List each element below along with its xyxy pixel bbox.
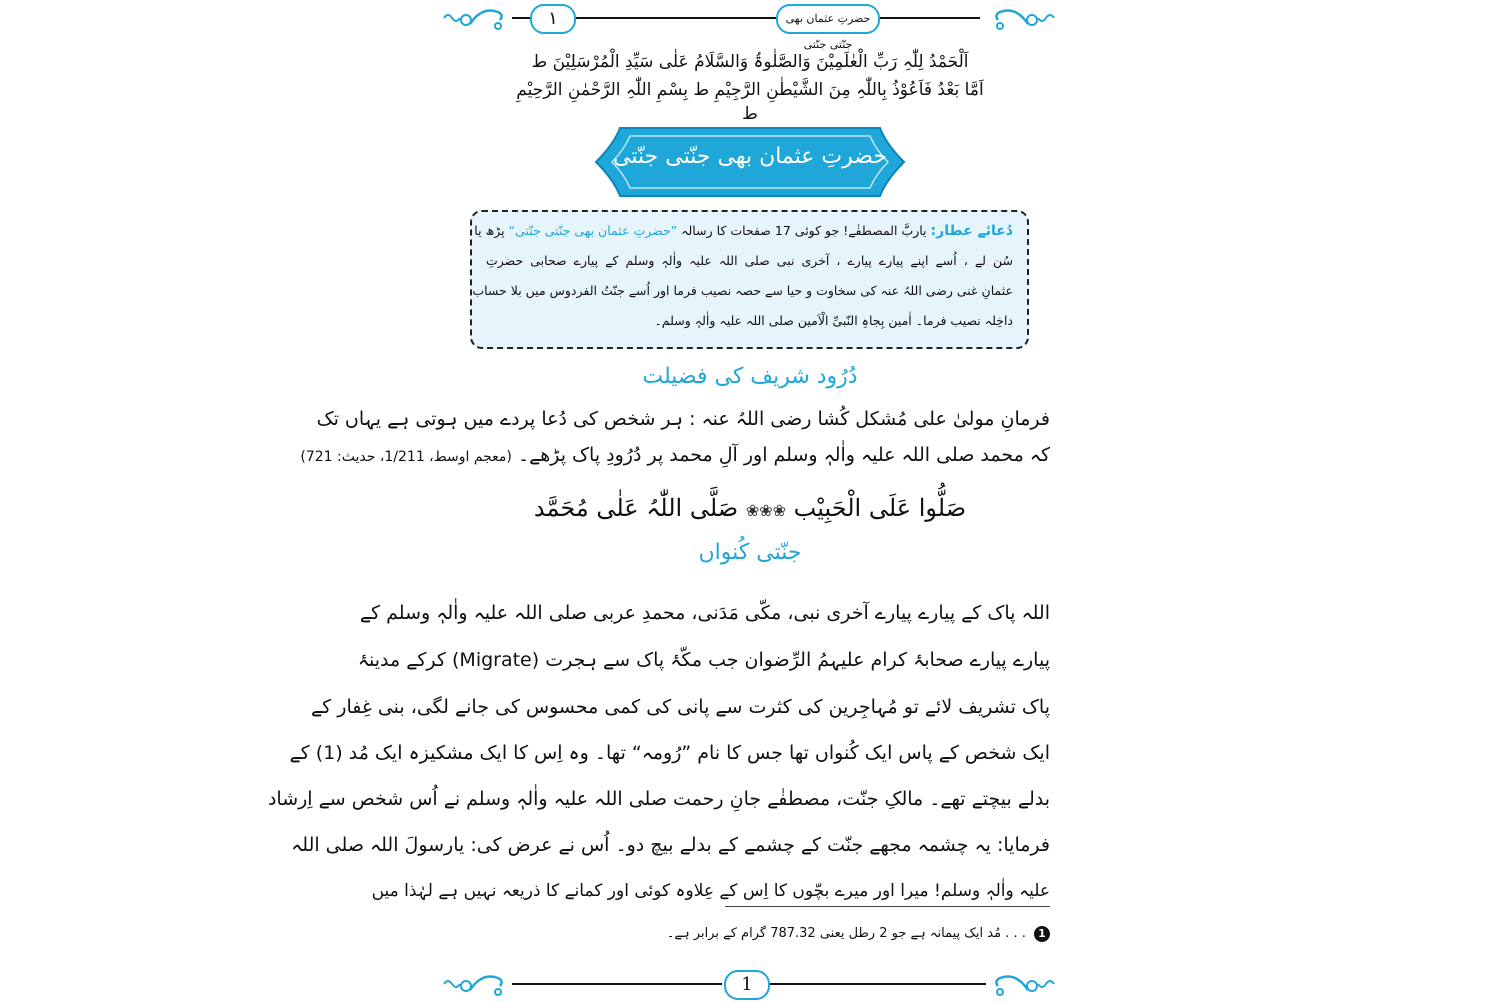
durood-line-2-text: کہ محمد صلی اللہ علیہ واٰلہٖ وسلم اور آلِ محمد پر دُرُودِ پاک پڑھے۔ <box>517 444 1050 466</box>
well-line-4: ایک شخص کے پاس ایک کُنواں تھا جس کا نام ”رُومہ“ تھا۔ وہ اِس کا ایک مشکیزہ ایک مُد (1) کے <box>289 742 1050 764</box>
footer-right-flourish-icon <box>988 970 1058 998</box>
footer-rule-left <box>512 983 722 985</box>
page-header <box>440 0 1060 51</box>
footer-left-flourish-icon <box>440 970 510 998</box>
right-flourish-icon <box>988 4 1058 32</box>
durood-line-2 <box>300 440 1050 472</box>
dua-book-title: ”حضرتِ عثمان بھی جنّتی جنّتی“ <box>508 223 678 238</box>
salawat-left: صَلَّی اللّٰہُ عَلٰی مُحَمَّد <box>533 494 739 522</box>
dua-line-2: سُن لے ، اُسے اپنے پیارے پیارے ، آخری نبی صلی اللہ علیہ واٰلہٖ وسلم کے پیارے صحابی حضرتِ <box>486 253 1013 268</box>
header-rule-left <box>512 17 530 19</box>
well-line-7: علیہ واٰلہٖ وسلم! میرا اور میرے بچّوں کا اِس کے عِلاوہ کوئی اور کمانے کا ذریعہ نہیں ہے لہٰذا میں <box>371 881 1050 901</box>
book-page <box>267 0 1060 1000</box>
header-rule-middle <box>576 17 776 19</box>
dua-line-1-end: پڑھ یا <box>474 223 505 238</box>
page-title: حضرتِ عثمان بھی جنّتی جنّتی <box>613 144 887 169</box>
dua-box <box>470 210 1029 349</box>
hadith-reference: (معجم اوسط، 1/211، حدیث: 721) <box>300 449 512 465</box>
header-rule-right <box>880 17 980 19</box>
footnote-marker: 1 <box>1034 926 1050 942</box>
dua-line-1 <box>474 222 1013 240</box>
section-heading-durood: دُرُود شریف کی فضیلت <box>642 364 858 389</box>
salawat-right: صَلُّوا عَلَی الْحَبِیْب <box>793 494 967 522</box>
footnote-text: . . . مُد ایک پیمانہ ہے جو 2 رطل یعنی 787.32 گرام کے برابر ہے۔ <box>666 926 1026 941</box>
dua-line-4: داخِلہ نصیب فرما۔ اٰمین بِجاہِ النّبیِّ الْاَمین صلی اللہ علیہ واٰلہٖ وسلم۔ <box>654 313 1013 328</box>
flower-ornament-icon: ❀❀❀ <box>745 501 787 520</box>
section-heading-well: جنّتی کُنواں <box>698 540 802 565</box>
well-line-3: پاک تشریف لائے تو مُہاجِرین کی کثرت سے پانی کی کمی محسوس کی جانے لگی، بنی غِفار کے <box>311 696 1050 718</box>
well-line-1: اللہ پاک کے پیارے پیارے آخری نبی، مکّی مَدَنی، محمدِ عربی صلی اللہ علیہ واٰلہٖ وسلم کے <box>359 602 1050 624</box>
dua-line-3: عثمانِ غنی رضی اللہُ عنہ کی سخاوت و حیا سے حصہ نصیب فرما اور اُسے جنّتُ الفردوس میں بلا حساب <box>472 283 1013 298</box>
footer-rule-right <box>770 983 986 985</box>
footer-page-number: 1 <box>724 970 770 1000</box>
page-footer <box>440 966 1060 1002</box>
well-line-6: فرمایا: یہ چشمہ مجھے جنّت کے چشمے کے بدلے بیچ دو۔ اُس نے عرض کی: یارسولَ اللہ صلی اللہ <box>291 834 1050 856</box>
running-title: حضرتِ عثمان بھی جنّتی جنّتی <box>776 4 880 34</box>
title-banner <box>590 122 910 202</box>
durood-line-1: فرمانِ مولیٰ علی مُشکل کُشا رضی اللہُ عنہ : ہر شخص کی دُعا پردے میں ہوتی ہے یہاں تک <box>316 408 1050 430</box>
dua-label: دُعائے عطار: <box>930 223 1013 239</box>
header-page-number: ١ <box>530 4 576 34</box>
opening-bismillah-line: اَمَّا بَعْدُ فَاَعُوْذُ بِاللّٰہِ مِنَ الشَّیْطٰنِ الرَّجِیْمِ ط بِسْمِ اللّٰہِ الرَّحْمٰنِ الرَّحِیْمِ ط <box>516 80 984 124</box>
footnote <box>667 926 1050 942</box>
well-line-2: پیارے پیارے صحابۂ کرام علیہمُ الرِّضوان جب مکّۂ پاک سے ہجرت (Migrate) کرکے مدینۂ <box>357 649 1050 671</box>
dua-line-1-text: یاربَّ المصطفٰے! جو کوئی 17 صفحات کا رسالہ <box>681 223 927 238</box>
salawat-line <box>440 494 1060 522</box>
left-flourish-icon <box>440 4 510 32</box>
opening-praise-line: اَلْحَمْدُ لِلّٰہِ رَبِّ الْعٰلَمِیْنَ وَالصَّلٰوۃُ وَالسَّلَامُ عَلٰی سَیِّدِ الْمُرْسَلِیْنَ ط <box>531 52 969 72</box>
well-line-5: بدلے بیچتے تھے۔ مالکِ جنّت، مصطفٰے جانِ رحمت صلی اللہ علیہ واٰلہٖ وسلم نے اُس شخص سے اِرشاد <box>267 788 1050 810</box>
footnote-divider <box>725 906 1050 907</box>
